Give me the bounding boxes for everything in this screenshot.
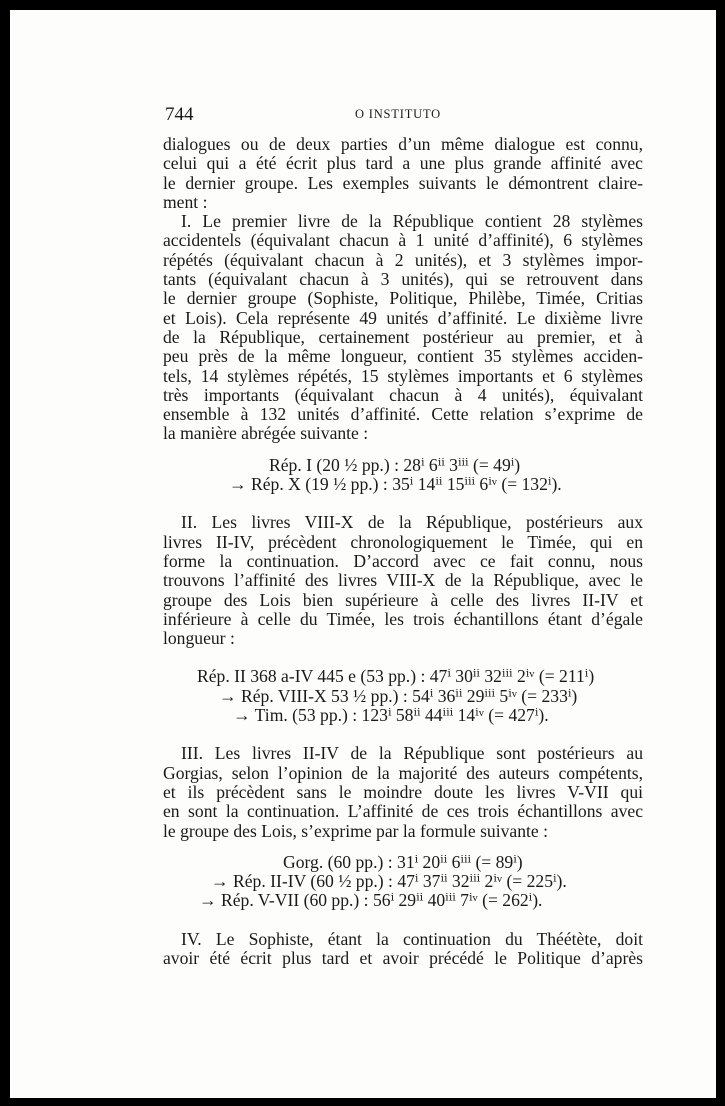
text-line: groupe des Lois bien supérieure à celle des livres II-IV et: [163, 589, 643, 610]
formula-3: [163, 853, 643, 911]
text-line: dialogues ou de deux parties d’un même dialogue est connu,: [163, 134, 643, 154]
paragraph-2: [163, 513, 643, 648]
text-line: le dernier groupe. Les exemples suivants le démontrent claire-: [163, 172, 643, 193]
formula-line: → Rép. II-IV (60 ½ pp.) : 47ⁱ 37ⁱⁱ 32ⁱⁱⁱ 2ⁱᵛ (= 225ⁱ).: [211, 871, 567, 892]
document-page: [10, 10, 716, 1098]
text-line: accidentels (équivalant chacun à 1 unité d’affinité), 6 stylèmes: [163, 230, 643, 251]
text-line: ment :: [163, 191, 208, 212]
text-line: inférieure à celle du Timée, les trois échantillons étant d’égale: [163, 608, 643, 629]
text-line: répétés (équivalant chacun à 2 unités), et 3 stylèmes impor-: [163, 249, 643, 270]
paragraph-1: [163, 212, 643, 444]
text-line: ensemble à 132 unités d’affinité. Cette relation s’exprime de: [163, 404, 643, 425]
text-line: tants (équivalant chacun à 3 unités), qui se retrouvent dans: [163, 269, 643, 290]
journal-title: O INSTITUTO: [355, 107, 441, 121]
text-line: II. Les livres VIII-X de la République, postérieurs aux: [181, 512, 643, 533]
text-line: III. Les livres II-IV de la République sont postérieurs au: [181, 743, 643, 764]
page-number: 744: [165, 104, 194, 125]
text-line: Gorgias, selon l’opinion de la majorité des auteurs compétents,: [163, 762, 643, 783]
formula-line: Rép. II 368 a-IV 445 e (53 pp.) : 47ⁱ 30ⁱⁱ 32ⁱⁱⁱ 2ⁱᵛ (= 211ⁱ): [197, 666, 595, 687]
formula-line: Gorg. (60 pp.) : 31ⁱ 20ⁱⁱ 6ⁱⁱⁱ (= 89ⁱ): [283, 851, 523, 872]
running-header: [165, 104, 649, 126]
text-line: tels, 14 stylèmes répétés, 15 stylèmes importants et 6 stylèmes: [163, 365, 643, 386]
paragraph-4: [163, 930, 643, 969]
text-line: avoir été écrit plus tard et avoir précédé le Politique d’après: [163, 947, 643, 968]
text-line: très importants (équivalant chacun à 4 unités), équivalant: [163, 384, 643, 405]
text-line: le groupe des Lois, s’exprime par la formule suivante :: [163, 820, 548, 841]
text-line: trouvons l’affinité des livres VIII-X de la République, avec le: [163, 570, 643, 591]
paragraph-intro: [163, 135, 643, 212]
formula-line: → Rép. X (19 ½ pp.) : 35ⁱ 14ⁱⁱ 15ⁱⁱⁱ 6ⁱᵛ (= 132ⁱ).: [229, 474, 562, 495]
text-line: IV. Le Sophiste, étant la continuation du Théétète, doit: [181, 928, 643, 949]
text-line: I. Le premier livre de la République contient 28 stylèmes: [181, 211, 643, 232]
text-line: et ils précèdent sans le moindre doute les livres V-VII qui: [163, 781, 643, 802]
text-line: le dernier groupe (Sophiste, Politique, Philèbe, Timée, Critias: [163, 288, 643, 309]
formula-line: → Rép. VIII-X 53 ½ pp.) : 54ⁱ 36ⁱⁱ 29ⁱⁱⁱ 5ⁱᵛ (= 233ⁱ): [219, 685, 578, 706]
text-line: celui qui a été écrit plus tard a une plus grande affinité avec: [163, 153, 643, 174]
text-line: livres II-IV, précèdent chronologiquement le Timée, qui en: [163, 531, 643, 552]
formula-line: Rép. I (20 ½ pp.) : 28ⁱ 6ⁱⁱ 3ⁱⁱⁱ (= 49ⁱ): [269, 454, 521, 475]
formula-line: → Rép. V-VII (60 pp.) : 56ⁱ 29ⁱⁱ 40ⁱⁱⁱ 7ⁱᵛ (= 262ⁱ).: [199, 890, 543, 911]
body-text: [163, 135, 643, 968]
text-line: en sont la continuation. L’affinité de ces trois échantillons avec: [163, 801, 643, 822]
text-line: et Lois). Cela représente 49 unités d’affinité. Le dixième livre: [163, 307, 643, 328]
formula-line: → Tim. (53 pp.) : 123ⁱ 58ⁱⁱ 44ⁱⁱⁱ 14ⁱᵛ (= 427ⁱ).: [233, 705, 549, 726]
text-line: forme la continuation. D’accord avec ce fait connu, nous: [163, 550, 643, 571]
text-line: de la République, certainement postérieur au premier, et à: [163, 326, 643, 347]
text-line: peu près de la même longueur, contient 35 stylèmes acciden-: [163, 346, 643, 367]
text-line: longueur :: [163, 628, 235, 649]
formula-2: [163, 667, 643, 725]
formula-1: [163, 456, 643, 495]
text-line: la manière abrégée suivante :: [163, 423, 369, 444]
paragraph-3: [163, 744, 643, 840]
